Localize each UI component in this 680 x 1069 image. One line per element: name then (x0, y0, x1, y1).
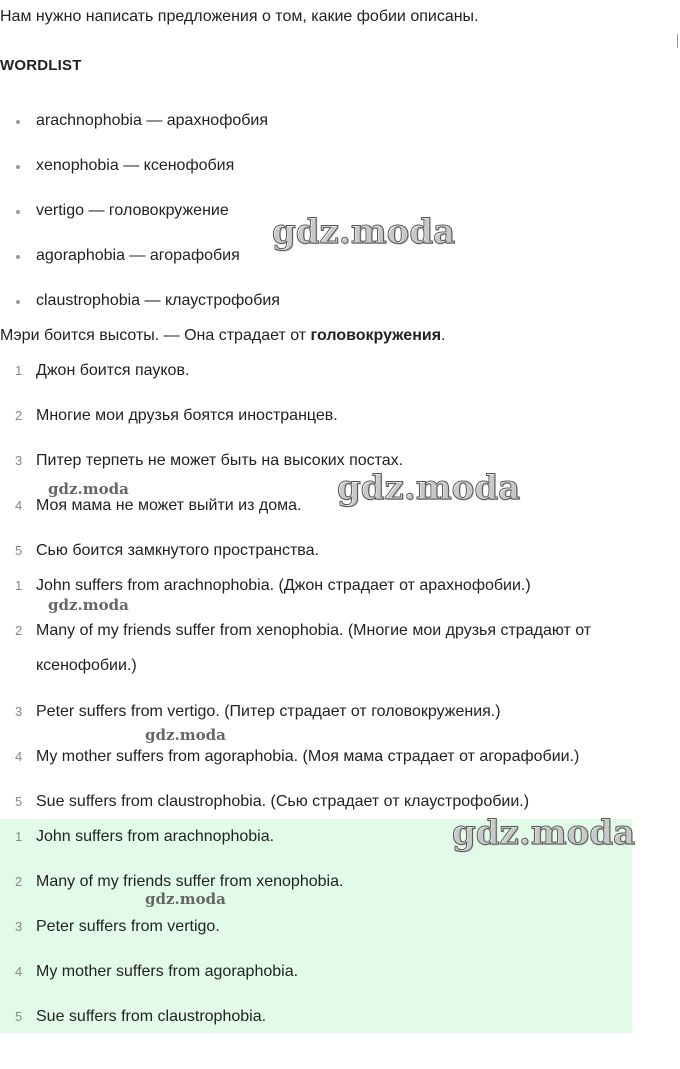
wordlist-item-text: xenophobia — ксенофобия (36, 157, 235, 174)
item-number: 4 (15, 749, 23, 764)
list-item (0, 701, 680, 723)
watermark-logo: gdz.moda (337, 468, 521, 508)
item-number: 3 (15, 453, 23, 468)
example-sentence (0, 325, 680, 347)
item-number: 3 (15, 919, 23, 934)
item-number: 5 (15, 794, 23, 809)
item-text: Многие мои друзья боятся иностранцев. (36, 407, 338, 424)
wordlist-item-text: vertigo — головокружение (36, 202, 229, 219)
wordlist-item (0, 110, 680, 132)
item-text: My mother suffers from agoraphobia. (Моя мама страдает от агорафобии.) (36, 748, 580, 765)
watermark-logo: gdz.moda (48, 480, 129, 498)
bullet-icon (16, 120, 20, 124)
item-number: 1 (15, 363, 23, 378)
wordlist-item (0, 155, 680, 177)
item-text: Sue suffers from claustrophobia. (36, 1008, 267, 1025)
item-text: Сью боится замкнутого пространства. (36, 542, 319, 559)
item-text: Джон боится пауков. (36, 362, 190, 379)
example-after: . (441, 327, 446, 344)
list-item (0, 575, 680, 597)
list-item (0, 620, 680, 642)
item-text: Many of my friends suffer from xenophobia. (36, 873, 344, 890)
example-before: Мэри боится высоты. — Она страдает от (0, 327, 311, 344)
intro-text: Нам нужно написать предложения о том, какие фобии описаны. (0, 8, 479, 25)
item-number: 1 (15, 829, 23, 844)
item-text: John suffers from arachnophobia. (Джон страдает от арахнофобии.) (36, 577, 531, 594)
list-item (0, 871, 680, 893)
example-bold: головокружения (310, 327, 442, 344)
list-item (0, 916, 680, 938)
list-item (0, 540, 680, 562)
bullet-icon (16, 255, 20, 259)
list-item (0, 746, 680, 768)
item-number: 3 (15, 704, 23, 719)
list-item (0, 961, 680, 983)
watermark-logo: gdz.moda (145, 726, 226, 744)
item-text: ксенофобии.) (36, 657, 137, 674)
wordlist-heading: WORDLIST (0, 57, 82, 74)
item-text: Питер терпеть не может быть на высоких постах. (36, 452, 404, 469)
item-number: 1 (15, 578, 23, 593)
item-text: Peter suffers from vertigo. (Питер страдает от головокружения.) (36, 703, 501, 720)
list-item (0, 791, 680, 813)
wordlist-item-text: arachnophobia — арахнофобия (36, 112, 269, 129)
item-text: Many of my friends suffer from xenophobia. (Многие мои друзья страдают от (36, 622, 592, 639)
wordlist-item-text: claustrophobia — клаустрофобия (36, 292, 280, 309)
list-item-continuation (0, 655, 680, 677)
wordlist-item-text: agoraphobia — агорафобия (36, 247, 240, 264)
example-text (0, 325, 445, 347)
list-item (0, 1006, 680, 1028)
item-number: 2 (15, 623, 23, 638)
item-text: Sue suffers from claustrophobia. (Сью страдает от клаустрофобии.) (36, 793, 530, 810)
watermark-logo: gdz.moda (145, 890, 226, 908)
item-text: Моя мама не может выйти из дома. (36, 497, 302, 514)
watermark-logo: gdz.moda (452, 813, 636, 853)
item-number: 2 (15, 408, 23, 423)
item-number: 5 (15, 1009, 23, 1024)
wordlist-item (0, 290, 680, 312)
bullet-icon (16, 300, 20, 304)
item-text: My mother suffers from agoraphobia. (36, 963, 299, 980)
item-number: 4 (15, 964, 23, 979)
item-number: 2 (15, 874, 23, 889)
list-item (0, 360, 680, 382)
item-number: 5 (15, 543, 23, 558)
item-text: John suffers from arachnophobia. (36, 828, 275, 845)
list-item (0, 405, 680, 427)
scroll-rule (677, 34, 678, 48)
bullet-icon (16, 165, 20, 169)
watermark-logo: gdz.moda (48, 596, 129, 614)
item-number: 4 (15, 498, 23, 513)
item-text: Peter suffers from vertigo. (36, 918, 220, 935)
bullet-icon (16, 210, 20, 214)
watermark-logo: gdz.moda (272, 212, 456, 252)
